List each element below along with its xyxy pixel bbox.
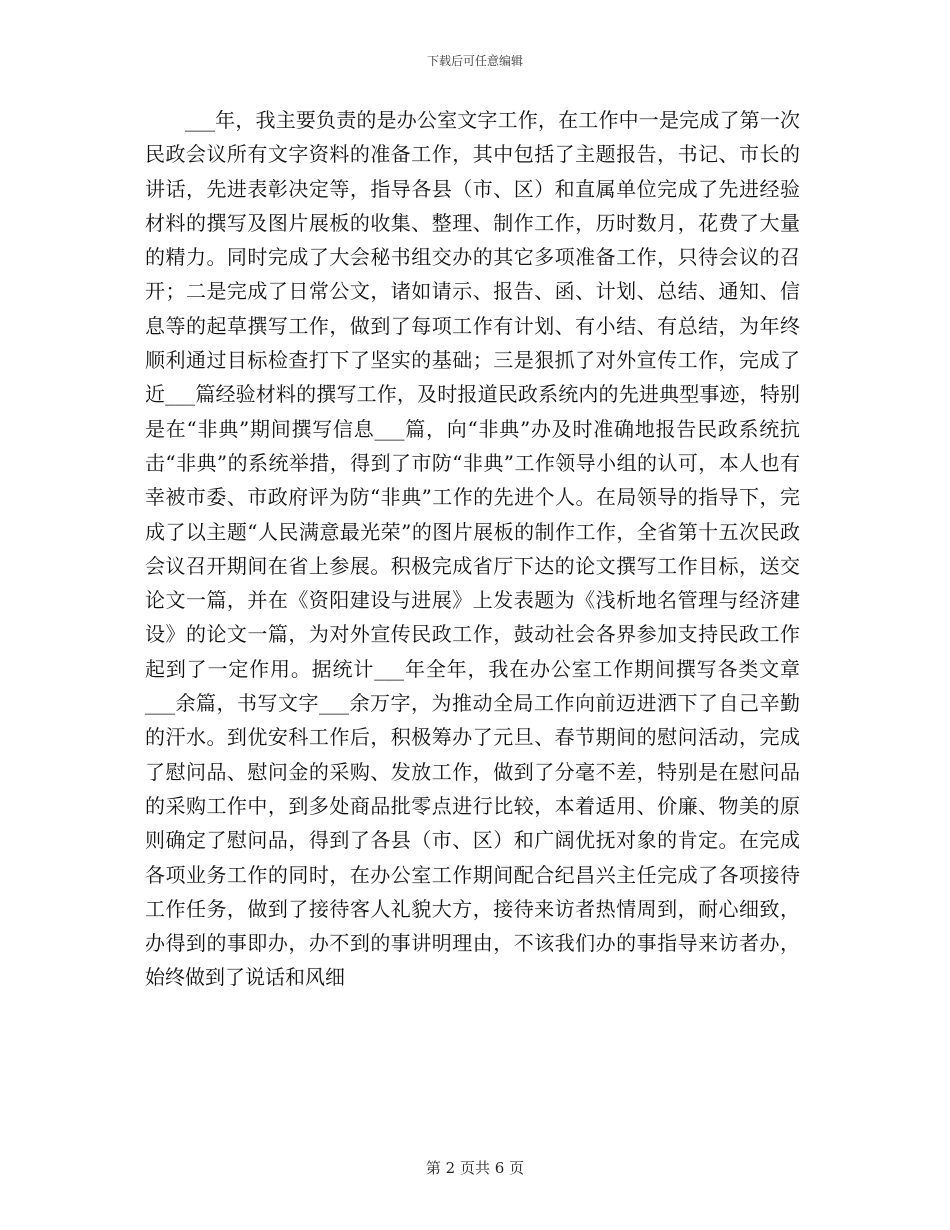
page-header: 下载后可任意编辑 bbox=[426, 54, 523, 68]
body-paragraph: ___年，我主要负责的是办公室文字工作，在工作中一是完成了第一次民政会议所有文字资料的准备工作，其中包括了主题报告，书记、市长的讲话，先进表彰决定等，指导各县（市、区）和直属单位完成了先进经验材料的撰写及图片展板的收集、整理、制作工作，历时数月，花费了大量的精力。同时完成了大会秘书组交办的其它多项准备工作，只待会议的召开；二是完成了日常公文，诸如请示、报告、函、计划、总结、通知、信息等的起草撰写工作，做到了每项工作有计划、有小结、有总结，为年终顺利通过目标检查打下了坚实的基础；三是狠抓了对外宣传工作，完成了近___篇经验材料的撰写工作，及时报道民政系统内的先进典型事迹，特别是在“非典”期间撰写信息___篇，向“非典”办及时准确地报告民政系统抗击“非典”的系统举措，得到了市防“非典”工作领导小组的认可，本人也有幸被市委、市政府评为防“非典”工作的先进个人。在局领导的指导下，完成了以主题“人民满意最光荣”的图片展板的制作工作，全省第十五次民政会议召开期间在省上参展。积极完成省厅下达的论文撰写工作目标，送交论文一篇，并在《资阳建设与进展》上发表题为《浅析地名管理与经济建设》的论文一篇，为对外宣传民政工作，鼓动社会各界参加支持民政工作起到了一定作用。据统计___年全年，我在办公室工作期间撰写各类文章___余篇，书写文字___余万字，为推动全局工作向前迈进洒下了自己辛勤的汗水。到优安科工作后，积极筹办了元旦、春节期间的慰问活动，完成了慰问品、慰问金的采购、发放工作，做到了分毫不差，特别是在慰问品的采购工作中，到多处商品批零点进行比较，本着适用、价廉、物美的原则确定了慰问品，得到了各县（市、区）和广阔优抚对象的肯定。在完成各项业务工作的同时，在办公室工作期间配合纪昌兴主任完成了各项接待工作任务，做到了接待客人礼貌大方，接待来访者热情周到，耐心细致，办得到的事即办，办不到的事讲明理由，不该我们办的事指导来访者办，始终做到了说话和风细 bbox=[145, 108, 800, 990]
page-footer: 第 2 页共 6 页 bbox=[425, 1159, 525, 1177]
